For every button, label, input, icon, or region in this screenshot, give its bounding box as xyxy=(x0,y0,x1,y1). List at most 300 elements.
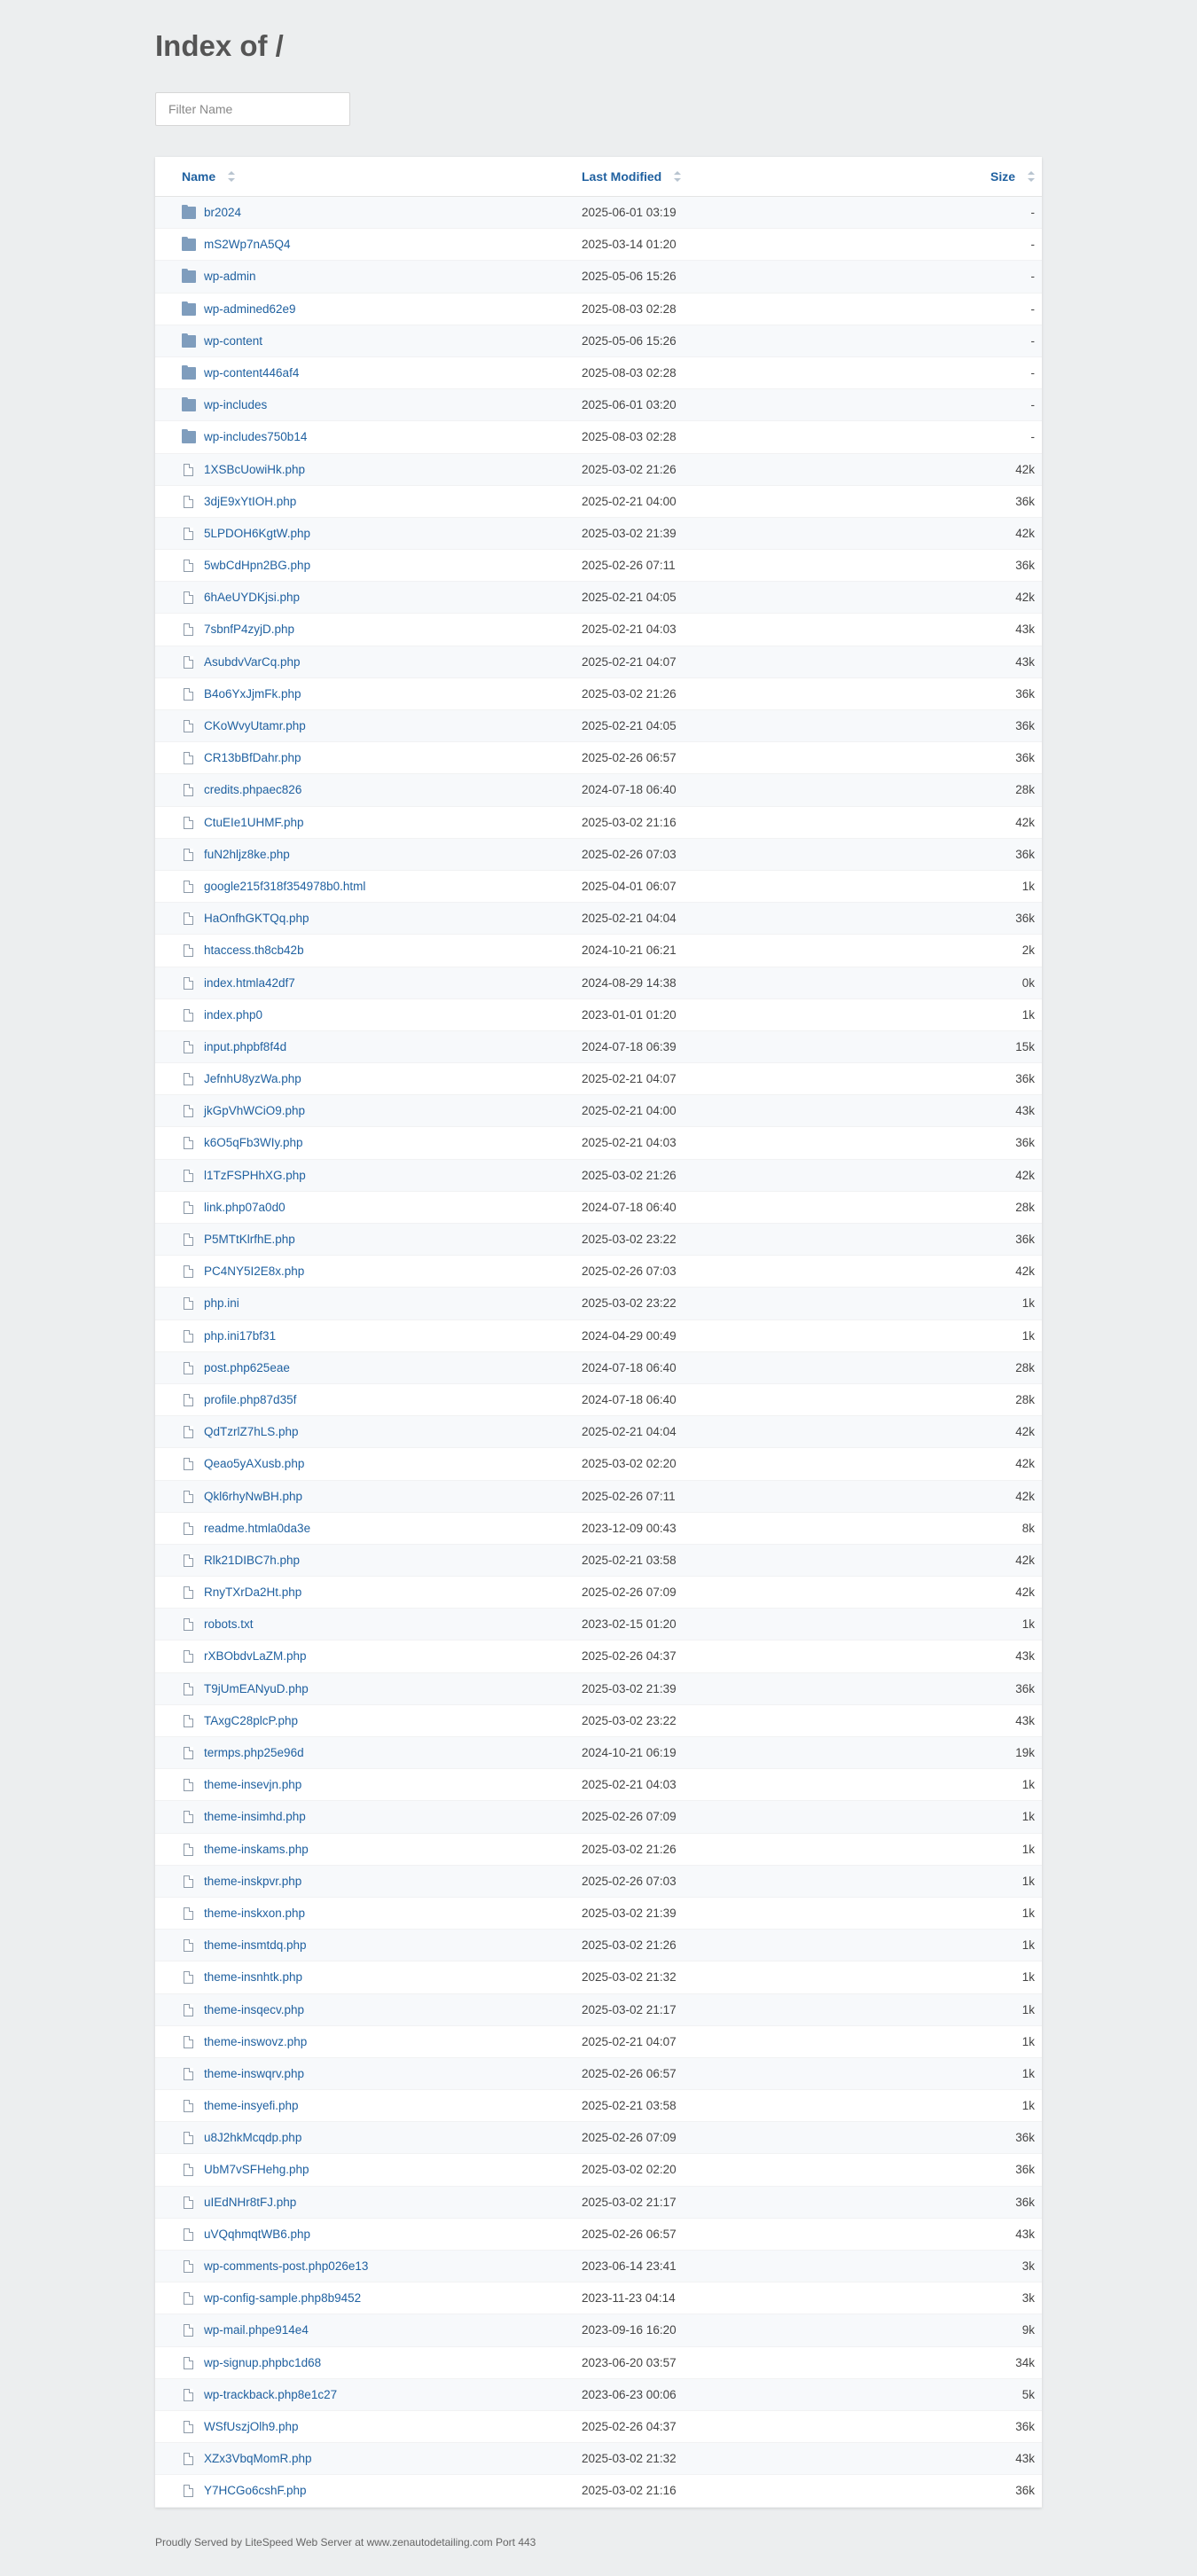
file-icon xyxy=(184,1491,193,1503)
size-cell: - xyxy=(1030,206,1035,219)
file-icon xyxy=(184,720,193,732)
file-name-link[interactable]: theme-inskams.php xyxy=(204,1842,309,1856)
last-modified-cell: 2025-04-01 06:07 xyxy=(582,879,677,893)
size-cell: 28k xyxy=(1015,783,1035,797)
last-modified-cell: 2025-02-26 07:11 xyxy=(582,1489,676,1503)
file-name-link[interactable]: mS2Wp7nA5Q4 xyxy=(204,238,291,252)
file-name-link[interactable]: WSfUszjOlh9.php xyxy=(204,2419,299,2433)
size-cell: 42k xyxy=(1015,1425,1035,1439)
file-name-link[interactable]: theme-insmtdq.php xyxy=(204,1938,307,1953)
size-cell: 1k xyxy=(1021,1970,1035,1985)
last-modified-cell: 2025-03-02 21:26 xyxy=(582,1938,677,1953)
last-modified-cell: 2025-02-21 04:07 xyxy=(582,2034,677,2048)
table-row xyxy=(155,1898,1042,1930)
size-cell: 1k xyxy=(1021,2002,1035,2016)
table-row xyxy=(155,2026,1042,2058)
file-name-link[interactable]: l1TzFSPHhXG.php xyxy=(204,1168,306,1182)
file-name-link[interactable]: wp-mail.phpe914e4 xyxy=(204,2323,309,2337)
size-cell: 3k xyxy=(1021,2259,1035,2273)
file-name-link[interactable]: CKoWvyUtamr.php xyxy=(204,719,306,732)
file-icon xyxy=(184,1779,193,1791)
file-icon xyxy=(184,2228,193,2241)
file-icon xyxy=(184,2421,193,2433)
size-cell: 28k xyxy=(1015,1392,1035,1406)
size-cell: 42k xyxy=(1015,526,1035,540)
size-cell: 36k xyxy=(1015,751,1035,765)
file-icon xyxy=(184,2389,193,2401)
file-name-link[interactable]: fuN2hljz8ke.php xyxy=(204,847,290,861)
table-row xyxy=(155,518,1042,550)
file-name-link[interactable]: php.ini17bf31 xyxy=(204,1328,277,1343)
size-cell: - xyxy=(1030,430,1035,444)
last-modified-cell: 2024-10-21 06:19 xyxy=(582,1746,677,1759)
size-cell: 0k xyxy=(1021,975,1035,990)
file-name-link[interactable]: google215f318f354978b0.html xyxy=(204,879,366,893)
last-modified-cell: 2025-03-02 21:16 xyxy=(582,2484,677,2498)
folder-icon xyxy=(182,367,196,380)
column-header-size[interactable] xyxy=(990,157,1035,196)
size-cell: 36k xyxy=(1015,1233,1035,1246)
file-name-link[interactable]: input.phpbf8f4d xyxy=(204,1039,287,1053)
size-cell: 42k xyxy=(1015,815,1035,829)
folder-icon xyxy=(182,431,196,443)
size-cell: - xyxy=(1030,238,1035,252)
folder-icon xyxy=(182,335,196,348)
file-icon xyxy=(184,1747,193,1759)
file-name-link[interactable]: br2024 xyxy=(204,206,242,219)
last-modified-cell: 2025-03-02 21:26 xyxy=(582,686,677,701)
file-name-link[interactable]: 7sbnfP4zyjD.php xyxy=(204,622,295,637)
table-row xyxy=(155,1192,1042,1224)
file-name-link[interactable]: 5LPDOH6KgtW.php xyxy=(204,526,311,540)
last-modified-cell: 2025-02-21 04:03 xyxy=(582,1778,677,1792)
page xyxy=(155,0,1042,2549)
size-cell: 36k xyxy=(1015,559,1035,573)
table-row xyxy=(155,1256,1042,1288)
file-icon xyxy=(184,2004,193,2016)
last-modified-cell: 2024-10-21 06:21 xyxy=(582,943,677,958)
size-cell: 36k xyxy=(1015,719,1035,732)
size-cell: 34k xyxy=(1015,2355,1035,2369)
last-modified-cell: 2025-02-21 04:07 xyxy=(582,654,677,669)
table-row xyxy=(155,1930,1042,1961)
size-cell: 42k xyxy=(1015,1553,1035,1567)
file-name-link[interactable]: Rlk21DIBC7h.php xyxy=(204,1553,301,1567)
file-icon xyxy=(184,2453,193,2465)
file-name-link[interactable]: P5MTtKlrfhE.php xyxy=(204,1233,295,1246)
last-modified-cell: 2025-02-21 04:04 xyxy=(582,1425,677,1439)
table-row xyxy=(155,839,1042,871)
last-modified-cell: 2023-06-20 03:57 xyxy=(582,2355,677,2369)
file-name-link[interactable]: Y7HCGo6cshF.php xyxy=(204,2484,307,2498)
table-row xyxy=(155,1160,1042,1192)
size-cell: 1k xyxy=(1021,1938,1035,1953)
last-modified-cell: 2025-02-26 07:03 xyxy=(582,1265,677,1279)
last-modified-cell: 2025-02-21 04:05 xyxy=(582,719,677,732)
table-row xyxy=(155,2122,1042,2154)
size-cell: 43k xyxy=(1015,2227,1035,2241)
sort-icon xyxy=(1028,171,1035,182)
file-name-link[interactable]: termps.php25e96d xyxy=(204,1746,304,1759)
file-name-link[interactable]: wp-includes750b14 xyxy=(204,430,308,444)
file-name-link[interactable]: credits.phpaec826 xyxy=(204,783,302,797)
last-modified-cell: 2025-03-02 21:26 xyxy=(582,462,677,476)
file-icon xyxy=(184,912,193,925)
file-name-link[interactable]: index.htmla42df7 xyxy=(204,975,295,990)
file-name-link[interactable]: jkGpVhWCiO9.php xyxy=(204,1104,306,1118)
last-modified-cell: 2025-03-02 23:22 xyxy=(582,1713,677,1727)
file-name-link[interactable]: TAxgC28plcP.php xyxy=(204,1713,299,1727)
file-icon xyxy=(184,1875,193,1888)
table-row xyxy=(155,1961,1042,1993)
table-row xyxy=(155,582,1042,614)
table-row xyxy=(155,229,1042,261)
size-cell: 42k xyxy=(1015,1168,1035,1182)
file-name-link[interactable]: wp-admin xyxy=(204,270,256,284)
last-modified-cell: 2023-01-01 01:20 xyxy=(582,1007,677,1022)
file-icon xyxy=(184,849,193,861)
table-header xyxy=(155,157,1042,197)
last-modified-cell: 2025-02-26 06:57 xyxy=(582,751,677,765)
file-name-link[interactable]: JefnhU8yzWa.php xyxy=(204,1072,301,1086)
page-title: Index of / xyxy=(155,29,284,62)
table-row xyxy=(155,454,1042,486)
file-name-link[interactable]: theme-inswovz.php xyxy=(204,2034,308,2048)
last-modified-cell: 2025-08-03 02:28 xyxy=(582,301,677,316)
last-modified-cell: 2025-02-21 04:07 xyxy=(582,1072,677,1086)
size-cell: 36k xyxy=(1015,2195,1035,2209)
last-modified-cell: 2024-04-29 00:49 xyxy=(582,1328,677,1343)
table-row xyxy=(155,294,1042,325)
table-row xyxy=(155,2282,1042,2314)
file-name-link[interactable]: index.php0 xyxy=(204,1007,263,1022)
file-icon xyxy=(184,1170,193,1182)
table-row xyxy=(155,1352,1042,1384)
last-modified-cell: 2025-02-21 04:05 xyxy=(582,591,677,605)
file-icon xyxy=(184,560,193,572)
file-icon xyxy=(184,1073,193,1085)
table-row xyxy=(155,2411,1042,2443)
last-modified-cell: 2025-03-14 01:20 xyxy=(582,238,677,252)
size-cell: 43k xyxy=(1015,2452,1035,2466)
size-cell: 1k xyxy=(1021,1617,1035,1632)
table-row xyxy=(155,1673,1042,1705)
last-modified-cell: 2025-08-03 02:28 xyxy=(582,365,677,380)
table-row xyxy=(155,1801,1042,1833)
last-modified-cell: 2025-03-02 21:39 xyxy=(582,1681,677,1695)
file-name-link[interactable]: wp-signup.phpbc1d68 xyxy=(204,2355,322,2369)
size-cell: 36k xyxy=(1015,686,1035,701)
file-name-link[interactable]: theme-inskpvr.php xyxy=(204,1874,302,1888)
file-name-link[interactable]: theme-insevjn.php xyxy=(204,1778,302,1792)
size-cell: 3k xyxy=(1021,2291,1035,2306)
file-icon xyxy=(184,1202,193,1214)
file-name-link[interactable]: uVQqhmqtWB6.php xyxy=(204,2227,311,2241)
last-modified-cell: 2025-03-02 21:17 xyxy=(582,2002,677,2016)
last-modified-cell: 2025-03-02 21:26 xyxy=(582,1168,677,1182)
size-cell: 1k xyxy=(1021,1842,1035,1856)
file-name-link[interactable]: readme.htmla0da3e xyxy=(204,1521,311,1535)
file-name-link[interactable]: wp-content446af4 xyxy=(204,365,300,380)
file-name-link[interactable]: wp-trackback.php8e1c27 xyxy=(204,2387,338,2401)
file-name-link[interactable]: theme-inskxon.php xyxy=(204,1906,306,1920)
file-icon xyxy=(184,1971,193,1984)
table-row xyxy=(155,421,1042,453)
last-modified-cell: 2025-02-26 07:11 xyxy=(582,559,676,573)
file-name-link[interactable]: 3djE9xYtIOH.php xyxy=(204,494,297,508)
size-cell: 1k xyxy=(1021,1874,1035,1888)
file-name-link[interactable]: wp-config-sample.php8b9452 xyxy=(204,2291,362,2306)
table-row xyxy=(155,1513,1042,1545)
size-cell: - xyxy=(1030,333,1035,348)
file-name-link[interactable]: T9jUmEANyuD.php xyxy=(204,1681,309,1695)
file-icon xyxy=(184,1458,193,1470)
file-name-link[interactable]: Qkl6rhyNwBH.php xyxy=(204,1489,303,1503)
file-name-link[interactable]: CR13bBfDahr.php xyxy=(204,751,301,765)
file-name-link[interactable]: theme-insimhd.php xyxy=(204,1810,306,1824)
table-row xyxy=(155,1705,1042,1737)
size-cell: 36k xyxy=(1015,1136,1035,1150)
last-modified-cell: 2025-03-02 21:16 xyxy=(582,815,677,829)
last-modified-cell: 2023-11-23 04:14 xyxy=(582,2291,676,2306)
file-name-link[interactable]: CtuEIe1UHMF.php xyxy=(204,815,304,829)
folder-icon xyxy=(182,207,196,219)
last-modified-cell: 2025-03-02 21:32 xyxy=(582,1970,677,1985)
file-name-link[interactable]: RnyTXrDa2Ht.php xyxy=(204,1586,302,1600)
sort-icon xyxy=(228,171,235,182)
size-cell: 36k xyxy=(1015,847,1035,861)
last-modified-cell: 2024-07-18 06:40 xyxy=(582,783,677,797)
file-icon xyxy=(184,977,193,990)
column-header-last-modified[interactable] xyxy=(582,157,681,196)
file-name-link[interactable]: htaccess.th8cb42b xyxy=(204,943,304,958)
file-icon xyxy=(184,1650,193,1663)
size-cell: 1k xyxy=(1021,2099,1035,2113)
last-modified-cell: 2023-09-16 16:20 xyxy=(582,2323,677,2337)
file-name-link[interactable]: 1XSBcUowiHk.php xyxy=(204,462,306,476)
last-modified-cell: 2025-03-02 23:22 xyxy=(582,1233,677,1246)
file-name-link[interactable]: AsubdvVarCq.php xyxy=(204,654,301,669)
table-row xyxy=(155,1834,1042,1866)
file-name-link[interactable]: k6O5qFb3WIy.php xyxy=(204,1136,303,1150)
last-modified-cell: 2025-03-02 02:20 xyxy=(582,1457,677,1471)
table-row xyxy=(155,2219,1042,2251)
table-row xyxy=(155,2314,1042,2346)
table-row xyxy=(155,1640,1042,1672)
table-row xyxy=(155,2475,1042,2507)
table-row xyxy=(155,999,1042,1031)
column-header-last-modified-label: Last Modified xyxy=(582,169,662,184)
file-name-link[interactable]: wp-content xyxy=(204,333,263,348)
size-cell: 43k xyxy=(1015,622,1035,637)
size-cell: 43k xyxy=(1015,1649,1035,1664)
file-name-link[interactable]: 6hAeUYDKjsi.php xyxy=(204,591,301,605)
column-header-name[interactable] xyxy=(182,157,235,196)
size-cell: 5k xyxy=(1021,2387,1035,2401)
table-row xyxy=(155,197,1042,229)
file-icon xyxy=(184,752,193,764)
sort-icon xyxy=(674,171,681,182)
last-modified-cell: 2025-02-26 07:09 xyxy=(582,2131,677,2145)
file-icon xyxy=(184,1811,193,1823)
file-name-link[interactable]: theme-inswqrv.php xyxy=(204,2066,305,2080)
last-modified-cell: 2025-03-02 21:17 xyxy=(582,2195,677,2209)
file-icon xyxy=(184,2485,193,2497)
last-modified-cell: 2025-02-26 06:57 xyxy=(582,2227,677,2241)
file-icon xyxy=(184,1297,193,1310)
file-icon xyxy=(184,1137,193,1149)
file-icon xyxy=(184,944,193,957)
file-icon xyxy=(184,656,193,669)
last-modified-cell: 2025-02-21 04:00 xyxy=(582,494,677,508)
table-row xyxy=(155,1127,1042,1159)
last-modified-cell: 2024-07-18 06:40 xyxy=(582,1200,677,1214)
filter-name-input[interactable] xyxy=(155,92,350,126)
table-row xyxy=(155,710,1042,742)
file-name-link[interactable]: QdTzrlZ7hLS.php xyxy=(204,1425,299,1439)
table-row xyxy=(155,1866,1042,1898)
folder-icon xyxy=(182,303,196,316)
table-row xyxy=(155,1545,1042,1577)
last-modified-cell: 2025-02-21 04:04 xyxy=(582,912,677,926)
file-icon xyxy=(184,2196,193,2209)
file-icon xyxy=(184,464,193,476)
file-name-link[interactable]: theme-insyefi.php xyxy=(204,2099,299,2113)
file-icon xyxy=(184,1715,193,1727)
table-row xyxy=(155,550,1042,582)
size-cell: 42k xyxy=(1015,1265,1035,1279)
size-cell: 28k xyxy=(1015,1200,1035,1214)
table-row xyxy=(155,1224,1042,1256)
table-row xyxy=(155,1031,1042,1063)
file-icon xyxy=(184,1394,193,1406)
table-row xyxy=(155,1288,1042,1319)
size-cell: - xyxy=(1030,301,1035,316)
size-cell: 1k xyxy=(1021,1906,1035,1920)
table-row xyxy=(155,2058,1042,2090)
last-modified-cell: 2025-02-21 04:00 xyxy=(582,1104,677,1118)
table-row xyxy=(155,903,1042,935)
file-icon xyxy=(184,2324,193,2337)
table-row xyxy=(155,261,1042,293)
size-cell: 42k xyxy=(1015,1489,1035,1503)
size-cell: 43k xyxy=(1015,654,1035,669)
table-row xyxy=(155,2187,1042,2219)
size-cell: 1k xyxy=(1021,2034,1035,2048)
last-modified-cell: 2024-07-18 06:40 xyxy=(582,1392,677,1406)
size-cell: 28k xyxy=(1015,1360,1035,1374)
file-name-link[interactable]: post.php625eae xyxy=(204,1360,290,1374)
file-name-link[interactable]: php.ini xyxy=(204,1296,239,1311)
last-modified-cell: 2025-02-26 04:37 xyxy=(582,1649,677,1664)
last-modified-cell: 2025-03-02 23:22 xyxy=(582,1296,677,1311)
file-name-link[interactable]: theme-insnhtk.php xyxy=(204,1970,303,1985)
size-cell: 36k xyxy=(1015,2484,1035,2498)
file-name-link[interactable]: PC4NY5I2E8x.php xyxy=(204,1265,305,1279)
size-cell: 1k xyxy=(1021,2066,1035,2080)
table-row xyxy=(155,2347,1042,2379)
last-modified-cell: 2024-07-18 06:40 xyxy=(582,1360,677,1374)
table-row xyxy=(155,2154,1042,2186)
last-modified-cell: 2025-05-06 15:26 xyxy=(582,333,677,348)
file-icon xyxy=(184,1907,193,1920)
table-row xyxy=(155,1063,1042,1095)
file-icon xyxy=(184,528,193,540)
column-header-size-label: Size xyxy=(990,169,1015,184)
file-name-link[interactable]: XZx3VbqMomR.php xyxy=(204,2452,312,2466)
last-modified-cell: 2023-06-14 23:41 xyxy=(582,2259,677,2273)
size-cell: 43k xyxy=(1015,1713,1035,1727)
table-row xyxy=(155,678,1042,710)
table-row xyxy=(155,1095,1042,1127)
table-row xyxy=(155,1609,1042,1640)
file-icon xyxy=(184,1041,193,1053)
file-name-link[interactable]: 5wbCdHpn2BG.php xyxy=(204,559,311,573)
size-cell: 19k xyxy=(1015,1746,1035,1759)
table-row xyxy=(155,357,1042,389)
table-row xyxy=(155,1994,1042,2026)
file-name-link[interactable]: rXBObdvLaZM.php xyxy=(204,1649,307,1664)
file-name-link[interactable]: link.php07a0d0 xyxy=(204,1200,286,1214)
table-row xyxy=(155,646,1042,678)
table-row xyxy=(155,742,1042,774)
last-modified-cell: 2025-02-21 04:03 xyxy=(582,1136,677,1150)
size-cell: 42k xyxy=(1015,1457,1035,1471)
file-name-link[interactable]: Qeao5yAXusb.php xyxy=(204,1457,305,1471)
file-icon xyxy=(184,784,193,796)
file-name-link[interactable]: B4o6YxJjmFk.php xyxy=(204,686,301,701)
file-name-link[interactable]: wp-comments-post.php026e13 xyxy=(204,2259,369,2273)
last-modified-cell: 2025-02-26 07:03 xyxy=(582,1874,677,1888)
file-name-link[interactable]: robots.txt xyxy=(204,1617,254,1632)
file-name-link[interactable]: HaOnfhGKTQq.php xyxy=(204,912,309,926)
table-row xyxy=(155,2090,1042,2122)
size-cell: 36k xyxy=(1015,912,1035,926)
table-row xyxy=(155,1448,1042,1480)
size-cell: 1k xyxy=(1021,1328,1035,1343)
last-modified-cell: 2025-02-26 07:03 xyxy=(582,847,677,861)
size-cell: 1k xyxy=(1021,879,1035,893)
file-name-link[interactable]: UbM7vSFHehg.php xyxy=(204,2163,309,2177)
file-icon xyxy=(184,1586,193,1599)
file-name-link[interactable]: profile.php87d35f xyxy=(204,1392,297,1406)
last-modified-cell: 2025-02-26 06:57 xyxy=(582,2066,677,2080)
file-name-link[interactable]: theme-insqecv.php xyxy=(204,2002,305,2016)
file-name-link[interactable]: u8J2hkMcqdp.php xyxy=(204,2131,302,2145)
last-modified-cell: 2025-06-01 03:20 xyxy=(582,398,677,412)
file-icon xyxy=(184,1265,193,1278)
server-footer: Proudly Served by LiteSpeed Web Server at www.zenautodetailing.com Port 443 xyxy=(155,2535,536,2549)
last-modified-cell: 2024-07-18 06:39 xyxy=(582,1039,677,1053)
last-modified-cell: 2025-08-03 02:28 xyxy=(582,430,677,444)
table-row xyxy=(155,807,1042,839)
last-modified-cell: 2025-02-26 07:09 xyxy=(582,1810,677,1824)
file-icon xyxy=(184,1426,193,1438)
table-row xyxy=(155,935,1042,967)
file-icon xyxy=(184,688,193,701)
last-modified-cell: 2025-03-02 21:39 xyxy=(582,526,677,540)
last-modified-cell: 2023-02-15 01:20 xyxy=(582,1617,677,1632)
file-icon xyxy=(184,2068,193,2080)
size-cell: 36k xyxy=(1015,2419,1035,2433)
file-name-link[interactable]: uIEdNHr8tFJ.php xyxy=(204,2195,297,2209)
last-modified-cell: 2025-03-02 21:32 xyxy=(582,2452,677,2466)
table-row xyxy=(155,1320,1042,1352)
file-icon xyxy=(184,1105,193,1117)
file-name-link[interactable]: wp-admined62e9 xyxy=(204,301,296,316)
file-name-link[interactable]: wp-includes xyxy=(204,398,268,412)
table-row xyxy=(155,1737,1042,1769)
